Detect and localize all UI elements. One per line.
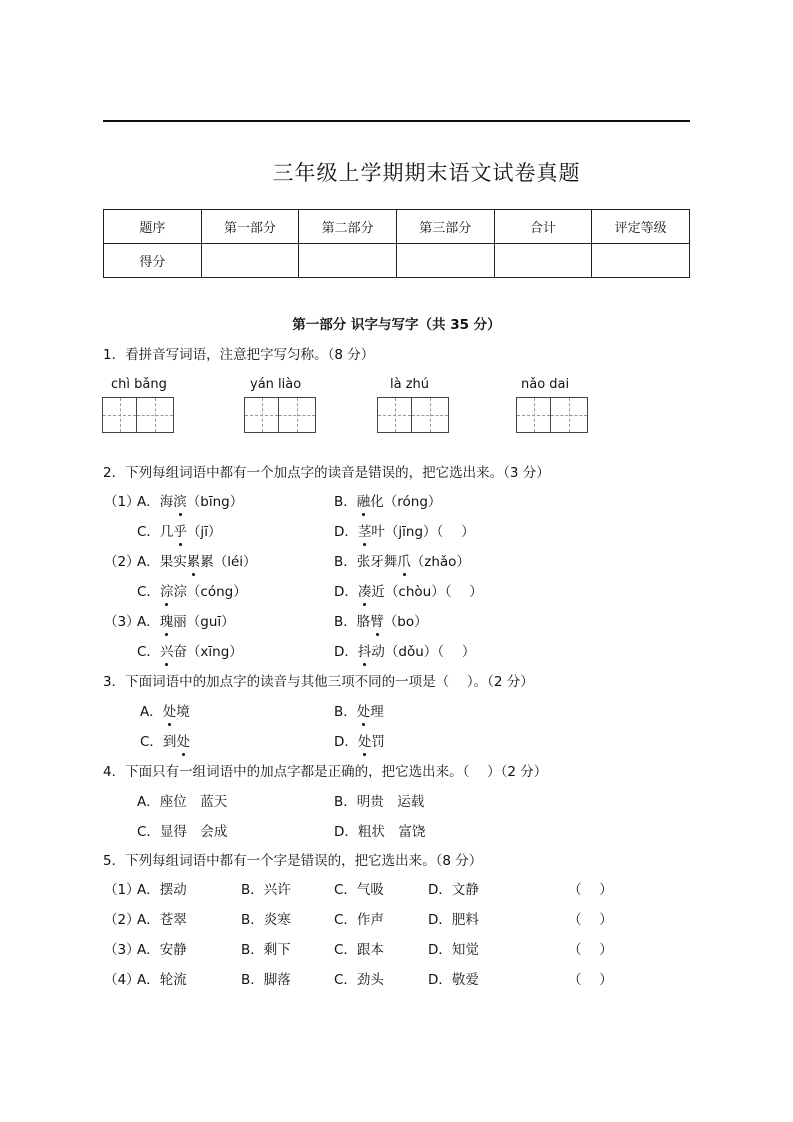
group-number: （2） <box>104 554 140 570</box>
option-d: D．知觉 <box>428 942 479 958</box>
option-a: A．处境 <box>140 700 190 720</box>
section-title: 第一部分 识字与写字（共 35 分） <box>292 317 501 333</box>
option-d: D．茎叶（jīng）（ ） <box>334 520 475 540</box>
score-table <box>103 209 690 278</box>
score-header-cell: 第一部分 <box>201 210 299 244</box>
answer-blank[interactable]: （ ） <box>568 972 613 988</box>
option-d: D．抖动（dǒu）（ ） <box>334 640 475 660</box>
option-a: A．轮流 <box>137 972 187 988</box>
group-number: （1） <box>104 494 140 510</box>
option-b: B．处理 <box>334 700 384 720</box>
writing-grid[interactable] <box>102 397 174 433</box>
group-number: （3） <box>104 942 140 958</box>
pinyin-label: chì bǎng <box>111 377 167 392</box>
score-blank-cell[interactable] <box>299 244 397 278</box>
option-a: A．海滨（bīng） <box>137 490 243 510</box>
question-5-stem: 5．下列每组词语中都有一个字是错误的，把它选出来。（8 分） <box>103 853 483 869</box>
option-b: B．炎寒 <box>241 912 291 928</box>
pinyin-label: nǎo dai <box>521 377 570 392</box>
option-b: B．张牙舞爪（zhǎo） <box>334 550 470 570</box>
option-b: B．明贵 运载 <box>334 794 425 810</box>
option-c: C．显得 会成 <box>137 824 228 840</box>
option-c: C．兴奋（xīng） <box>137 640 243 660</box>
option-c: C．劲头 <box>334 972 384 988</box>
option-d: D．敬爱 <box>428 972 479 988</box>
top-rule <box>103 120 690 122</box>
score-header-cell: 第三部分 <box>396 210 494 244</box>
writing-grid[interactable] <box>377 397 449 433</box>
option-d: D．处罚 <box>334 730 385 750</box>
option-b: B．融化（róng） <box>334 490 441 510</box>
group-number: （2） <box>104 912 140 928</box>
option-d: D．肥料 <box>428 912 479 928</box>
question-3-stem: 3．下面词语中的加点字的读音与其他三项不同的一项是（ ）。（2 分） <box>103 674 534 690</box>
writing-grid[interactable] <box>244 397 316 433</box>
group-number: （3） <box>104 614 140 630</box>
score-blank-cell[interactable] <box>201 244 299 278</box>
option-c: C．气吸 <box>334 882 384 898</box>
score-table-header-row <box>104 210 690 244</box>
answer-blank[interactable]: （ ） <box>568 942 613 958</box>
writing-grid[interactable] <box>516 397 588 433</box>
question-2-stem: 2．下列每组词语中都有一个加点字的读音是错误的，把它选出来。（3 分） <box>103 465 550 481</box>
option-b: B．脚落 <box>241 972 291 988</box>
option-d: D．凑近（chòu）（ ） <box>334 580 483 600</box>
option-b: B．剩下 <box>241 942 291 958</box>
score-blank-cell[interactable] <box>592 244 690 278</box>
answer-blank[interactable]: （ ） <box>568 912 613 928</box>
score-header-cell: 第二部分 <box>299 210 397 244</box>
group-number: （1） <box>104 882 140 898</box>
score-row-label: 得分 <box>104 244 202 278</box>
option-c: C．到处 <box>140 730 190 750</box>
option-a: A．瑰丽（guī） <box>137 610 235 630</box>
option-c: C．跟本 <box>334 942 384 958</box>
question-1-stem: 1．看拼音写词语，注意把字写匀称。（8 分） <box>103 347 375 363</box>
score-header-cell: 评定等级 <box>592 210 690 244</box>
option-a: A．苍翠 <box>137 912 187 928</box>
option-c: C．几乎（jī） <box>137 520 221 540</box>
answer-blank[interactable]: （ ） <box>568 882 613 898</box>
option-d: D．粗状 富饶 <box>334 824 426 840</box>
option-d: D．文静 <box>428 882 479 898</box>
score-blank-cell[interactable] <box>396 244 494 278</box>
question-4-stem: 4．下面只有一组词语中的加点字都是正确的，把它选出来。（ ）（2 分） <box>103 764 548 780</box>
option-b: B．胳臂（bo） <box>334 610 428 630</box>
option-c: C．作声 <box>334 912 384 928</box>
pinyin-label: yán liào <box>250 377 302 392</box>
score-header-cell: 题序 <box>104 210 202 244</box>
option-a: A．果实累累（léi） <box>137 550 257 570</box>
score-header-cell: 合计 <box>494 210 592 244</box>
option-c: C．淙淙（cóng） <box>137 580 247 600</box>
option-a: A．座位 蓝天 <box>137 794 228 810</box>
option-a: A．摆动 <box>137 882 187 898</box>
option-b: B．兴许 <box>241 882 291 898</box>
option-a: A．安静 <box>137 942 187 958</box>
score-table-score-row <box>104 244 690 278</box>
group-number: （4） <box>104 972 140 988</box>
score-blank-cell[interactable] <box>494 244 592 278</box>
pinyin-label: là zhú <box>390 377 430 392</box>
page-title: 三年级上学期期末语文试卷真题 <box>272 161 581 185</box>
